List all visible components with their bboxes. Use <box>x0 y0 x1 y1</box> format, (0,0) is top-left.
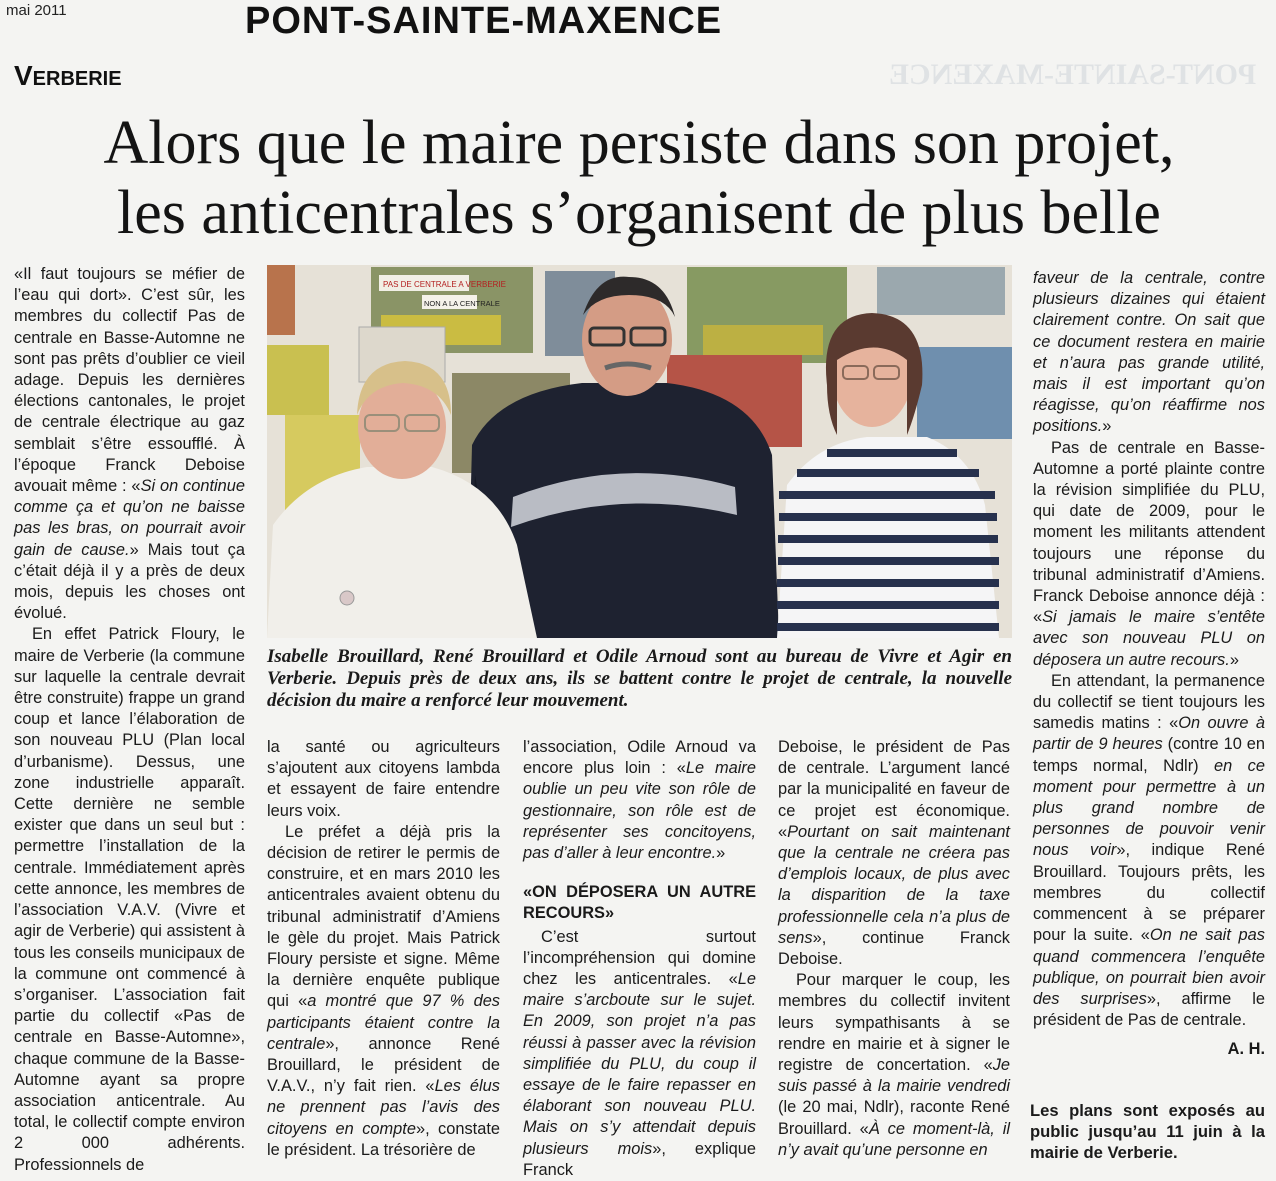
column-4 <box>778 737 1010 1161</box>
text-run: Le préfet a déjà pris la décision de retirer le permis de construire, et en mars 2010 les anticentrales avaient obtenu du tribunal administratif d’Amiens le gèle du projet. Mais Patrick Floury persiste et signe. Même la dernière enquête publique qui « <box>267 822 500 1011</box>
text-run: », continue Franck Deboise. <box>778 928 1010 969</box>
text-run: », constate le président. La trésorière de <box>267 1119 501 1159</box>
text-run: », affirme le président de Pas de centrale. <box>1033 989 1265 1030</box>
text-run: », explique Franck <box>523 1139 756 1179</box>
paragraph <box>267 822 500 1161</box>
photo-illustration <box>267 265 1012 638</box>
headline-line-2: les anticentrales s’organisent de plus belle <box>117 179 1161 247</box>
quote: Le maire s’arcboute sur le sujet. En 2009, son projet n’a pas réussi à passer avec la révision simplifiée du PLU, du coup il essaye de le faire repasser en élaborant son nouveau PLU. Mais on s’y attendait depuis plusieurs mois <box>523 970 756 1158</box>
headline <box>14 108 1264 248</box>
paragraph <box>778 737 1010 970</box>
text-run: », annonce René Brouillard, le président de V.A.V., n’y fait rien. « <box>267 1034 500 1096</box>
photo-caption: Isabelle Brouillard, René Brouillard et Odile Arnoud sont au bureau de Vivre et Agir en Verberie. Depuis près de deux ans, ils se battent contre le projet de centrale, la nouvelle décision du maire a renforcé leur mouvement. <box>267 646 1012 711</box>
quote: À ce moment-là, il n’y avait qu’une personne en <box>778 1119 1010 1159</box>
poster-text: NON A LA CENTRALE <box>424 299 500 308</box>
headline-line-1: Alors que le maire persiste dans son projet, <box>103 109 1175 177</box>
text-run: «Il faut toujours se méfier de l’eau qui dort». C’est sûr, les membres du collectif Pas de centrale en Basse-Automne ne sont pas prêts d’oublier ce vieil adage. Depuis les dernières élections cantonales, le projet de centrale électrique au gaz semblait s’être essoufflé. À l’époque Franck Deboise avouait même : « <box>14 265 245 496</box>
column-2 <box>267 737 500 1161</box>
text-run: » <box>716 844 726 863</box>
paragraph <box>14 264 245 624</box>
quote: faveur de la centrale, contre plusieurs dizaines qui étaient clairement contre. On sait que ce document restera en mairie et n’aura pas grande utilité, mais il est important qu’on réagisse, qu’on réaffirme nos positions. <box>1033 269 1265 436</box>
kicker: Verberie <box>14 60 122 91</box>
paragraph <box>523 927 756 1181</box>
paragraph <box>1033 268 1265 438</box>
author-signature: A. H. <box>1227 1040 1265 1059</box>
quote: en ce moment pour permettre à un plus grand nombre de personnes de pouvoir venir nous voir <box>1033 756 1265 860</box>
text-run: En attendant, la permanence du collectif se tient toujours les samedis matins : « <box>1033 671 1265 733</box>
quote: Si jamais le maire s’entête avec son nouveau PLU on déposera un autre recours. <box>1033 608 1265 669</box>
paragraph <box>523 737 756 864</box>
text-run: C’est surtout l’incompréhension qui domine chez les anticentrales. « <box>523 927 756 989</box>
article-photo <box>267 265 1012 638</box>
text-run: Pour marquer le coup, les membres du collectif invitent leurs sympathisants à se rendre en mairie et à signer le registre de concertation. « <box>778 971 1010 1075</box>
column-3 <box>523 737 756 1181</box>
exhibition-notice: Les plans sont exposés au public jusqu’au 11 juin à la mairie de Verberie. <box>1030 1101 1265 1162</box>
quote: Les élus ne prennent pas l’avis des citoyens en compte <box>267 1077 500 1138</box>
column-5 <box>1033 268 1265 1061</box>
paragraph: En effet Patrick Floury, le maire de Verberie (la commune sur laquelle la centrale devrait être construite) frappe un grand coup et lance l’élaboration de son nouveau PLU (Plan local d’urbanisme). Dessus, une zone industrielle apparaît. Cette dernière ne semble exister que dans un seul but : permettre l’installation de la centrale. Immédiatement après cette annonce, les membres de l’association V.A.V. (Vivre et agir de Verberie) qui assistent à tous les conseils municipaux de la commune ont commencé à s’organiser. L’association fait partie du collectif «Pas de centrale en Basse-Automne», chaque commune de la Basse-Automne ayant sa propre association anticentrale. Au total, le collectif compte environ 2 000 adhérents. Professionnels de <box>14 625 245 1174</box>
paragraph: la santé ou agriculteurs s’ajoutent aux citoyens lambda et essayent de faire entendre leurs voix. <box>267 738 500 820</box>
quote: a montré que 97 % des participants étaient contre la centrale <box>267 992 501 1053</box>
subheading: «ON DÉPOSERA UN AUTRE RECOURS» <box>523 883 756 923</box>
section-title: PONT-SAINTE-MAXENCE <box>245 0 723 42</box>
text-run: l’association, Odile Arnoud va encore plus loin : « <box>523 738 756 778</box>
text-run: », indique René Brouillard. Toujours prêts, les membres du collectif commencent à se préparer pour la suite. « <box>1033 841 1265 945</box>
quote: On ouvre à partir de 9 heures <box>1033 714 1265 754</box>
bleed-through-section: PONT-SAINTE-MAXENCE <box>888 58 1256 91</box>
paragraph <box>1033 438 1265 671</box>
text-run: » <box>1229 650 1239 669</box>
text-run: Deboise, le président de Pas de centrale. L’argument lancé par la municipalité en faveur de ce projet est économique. « <box>778 738 1010 841</box>
quote: Pourtant on sait maintenant que la centrale ne créera pas d’emplois locaux, de plus avec la disparition de la taxe professionnelle cela n’a plus de sens <box>778 822 1010 947</box>
text-run: Pas de centrale en Basse-Automne a porté plainte contre la révision simplifiée du PLU, qui date de 2009, pour le moment les militants attendent toujours une réponse du tribunal administratif d’Amiens. Franck Deboise annonce déjà : « <box>1033 438 1265 627</box>
paragraph <box>778 970 1010 1161</box>
column-1 <box>14 264 245 1176</box>
quote: On ne sait pas quand commencera l’enquête publique, on pourrait bien avoir des surprises <box>1033 926 1265 1008</box>
date: mai 2011 <box>6 2 67 19</box>
text-run: » <box>1102 417 1112 436</box>
text-run: » Mais tout ça c’était déjà il y a près de deux mois, depuis les choses ont évolué. <box>14 540 245 623</box>
quote: Le maire oublie un peu vite son rôle de gestionnaire, son rôle est de représenter ses concitoyens, pas d’aller à leur encontre. <box>523 759 756 863</box>
text-run: (le 20 mai, Ndlr), raconte René Brouillard. « <box>778 1098 1010 1138</box>
poster-text: PAS DE CENTRALE A VERBERIE <box>383 280 507 289</box>
paragraph <box>1033 671 1265 1031</box>
quote: Je suis passé à la mairie vendredi <box>778 1056 1010 1096</box>
text-run: (contre 10 en temps normal, Ndlr) <box>1033 735 1266 775</box>
quote: Si on continue comme ça et qu’on ne baisse pas les bras, on pourrait avoir gain de cause. <box>14 477 245 559</box>
